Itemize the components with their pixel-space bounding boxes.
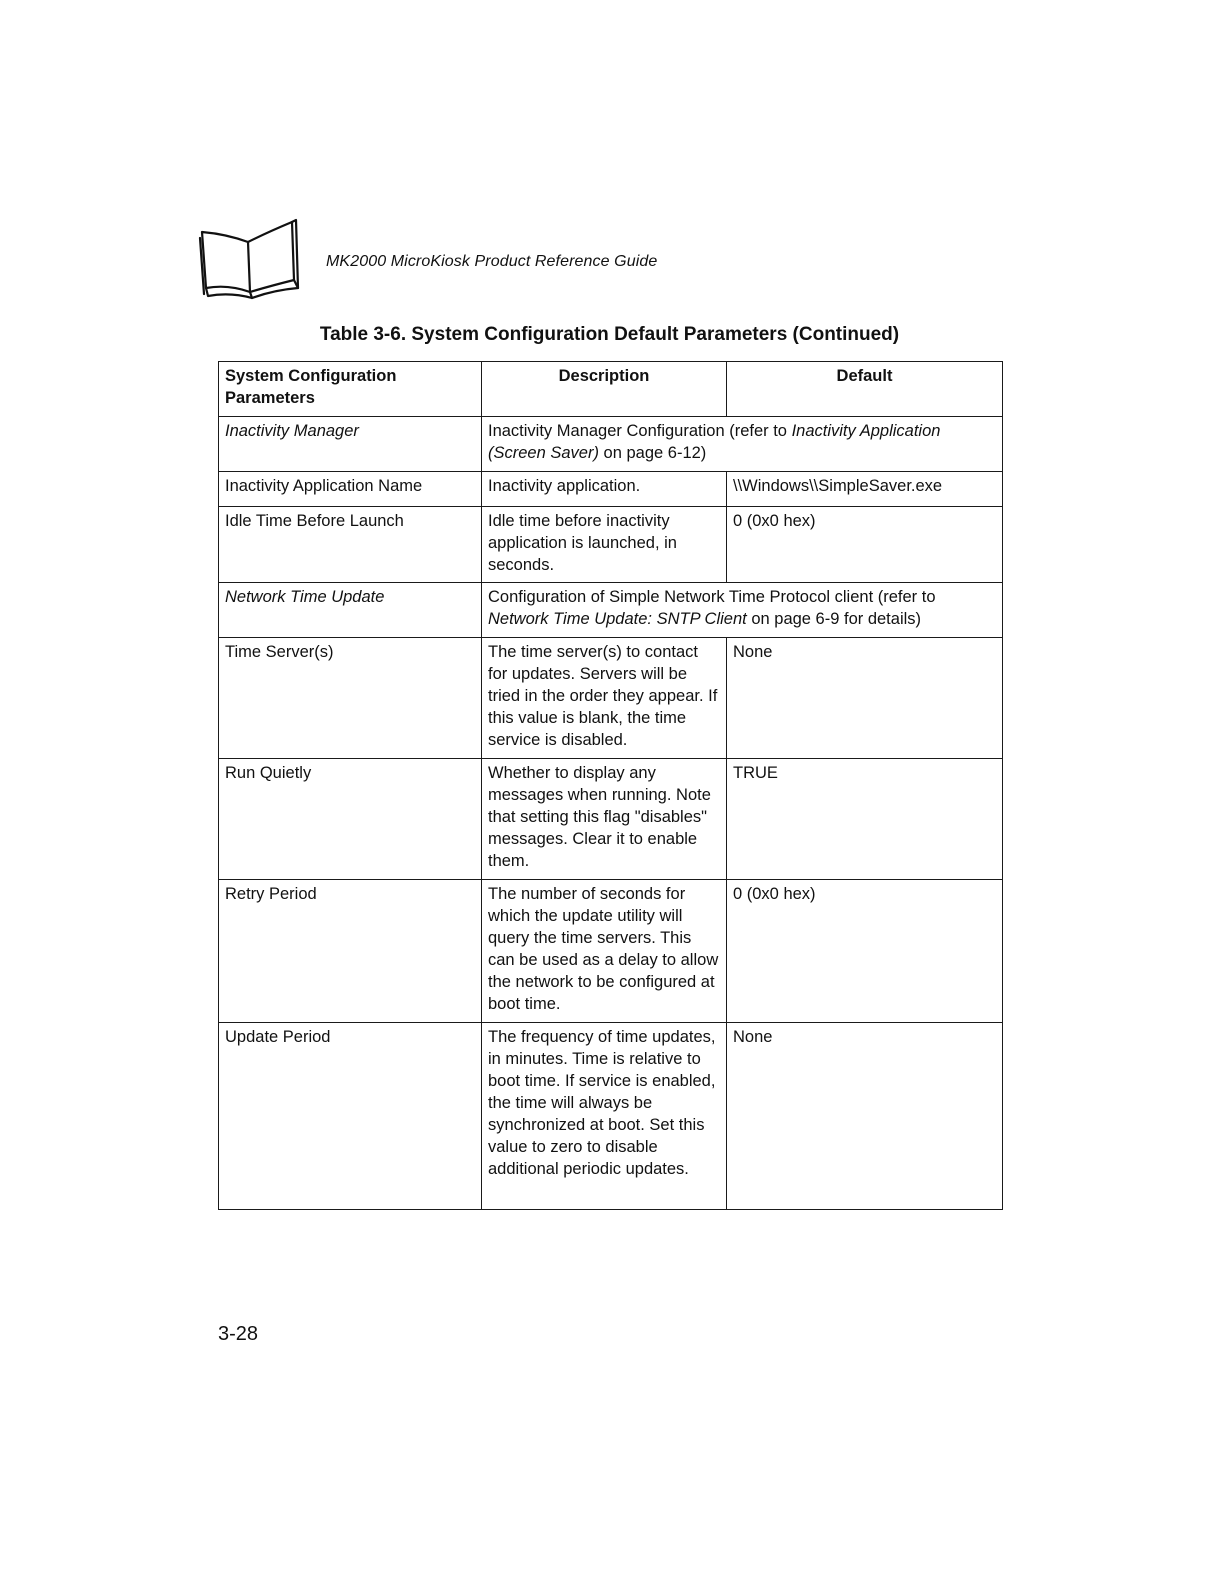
section-name: Network Time Update <box>219 583 482 638</box>
section-description-text: Configuration of Simple Network Time Protocol client (refer to <box>488 588 936 606</box>
parameter-default: TRUE <box>727 759 1003 880</box>
table-row <box>219 880 1003 1023</box>
table-row <box>219 472 1003 507</box>
table-row <box>219 638 1003 759</box>
parameter-name: Idle Time Before Launch <box>219 507 482 583</box>
parameter-description: Idle time before inactivity application is launched, in seconds. <box>482 507 727 583</box>
parameter-description: Whether to display any messages when running. Note that setting this flag "disables" messages. Clear it to enable them. <box>482 759 727 880</box>
section-row-inactivity-manager <box>219 417 1003 472</box>
table-caption: Table 3-6. System Configuration Default Parameters (Continued) <box>319 324 900 345</box>
parameter-default: 0 (0x0 hex) <box>727 507 1003 583</box>
section-name: Inactivity Manager <box>219 417 482 472</box>
table-header-row <box>219 362 1003 417</box>
section-description-text: on page 6-12) <box>598 444 707 462</box>
parameter-name: Time Server(s) <box>219 638 482 759</box>
parameter-default: None <box>727 638 1003 759</box>
section-description-reference: Network Time Update: SNTP Client <box>488 610 747 628</box>
parameter-default: \\Windows\\SimpleSaver.exe <box>727 472 1003 507</box>
parameter-description: The frequency of time updates, in minutes. Time is relative to boot time. If service is enabled, the time will always be synchronized at boot. Set this value to zero to disable additional periodic updates. <box>482 1023 727 1210</box>
section-description-reference: Inactivity Application (Screen Saver) <box>488 422 941 462</box>
parameter-description: The time server(s) to contact for updates. Servers will be tried in the order they appear. If this value is blank, the time service is disabled. <box>482 638 727 759</box>
table-row <box>219 507 1003 583</box>
table-row <box>219 1023 1003 1210</box>
parameter-description: The number of seconds for which the update utility will query the time servers. This can be used as a delay to allow the network to be configured at boot time. <box>482 880 727 1023</box>
column-header-default: Default <box>727 362 1003 417</box>
parameter-name: Inactivity Application Name <box>219 472 482 507</box>
parameter-name: Update Period <box>219 1023 482 1210</box>
column-header-parameters: System Configuration Parameters <box>219 362 482 417</box>
column-header-description: Description <box>482 362 727 417</box>
parameter-default: 0 (0x0 hex) <box>727 880 1003 1023</box>
table-row <box>219 759 1003 880</box>
open-book-icon <box>196 218 302 300</box>
section-description-text: on page 6-9 for details) <box>746 610 922 628</box>
section-description-text: Inactivity Manager Configuration (refer to <box>488 422 792 440</box>
section-description <box>482 583 1003 638</box>
parameter-name: Retry Period <box>219 880 482 1023</box>
parameters-table <box>218 361 1003 1210</box>
parameter-default: None <box>727 1023 1003 1210</box>
parameter-name: Run Quietly <box>219 759 482 880</box>
section-row-network-time-update <box>219 583 1003 638</box>
running-header-title: MK2000 MicroKiosk Product Reference Guide <box>326 253 658 270</box>
section-description <box>482 417 1003 472</box>
parameter-description: Inactivity application. <box>482 472 727 507</box>
page-number: 3-28 <box>218 1323 259 1345</box>
